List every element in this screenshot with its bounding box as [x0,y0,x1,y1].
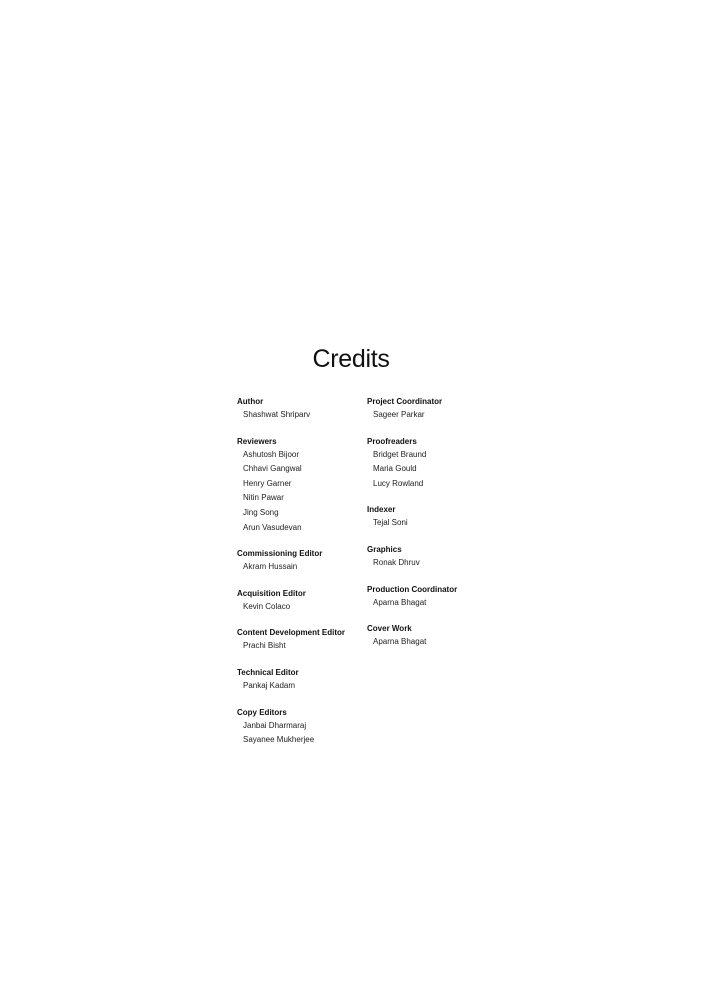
credit-person-name: Kevin Colaco [243,601,291,611]
credit-role-heading: Content Development Editor [237,628,346,638]
credit-person-name: Tejal Soni [373,518,408,528]
credit-person-name: Ashutosh Bijoor [243,449,300,459]
credit-name-list [237,448,365,536]
credit-role-heading: Indexer [367,505,396,515]
credit-role-heading: Graphics [367,544,402,554]
credit-section [367,396,497,423]
credit-section [367,504,497,531]
credit-name-list [237,560,365,575]
credit-role-heading: Project Coordinator [367,397,443,406]
credits-right-column [367,396,497,663]
credit-section [237,396,365,423]
credit-person-name: Bridget Braund [373,449,427,459]
credit-name-list [237,639,365,654]
credit-person-name: Chhavi Gangwal [243,464,302,474]
credit-role-heading: Proofreaders [367,436,417,446]
credit-name-list [367,516,497,531]
credit-section [367,623,497,650]
credit-section [367,436,497,492]
credit-name-list [237,719,365,748]
credit-name-list [367,596,497,611]
credit-role-heading: Acquisition Editor [237,588,306,598]
credit-role-heading: Copy Editors [237,707,287,717]
page-title: Credits [312,344,390,373]
credit-section [237,548,365,575]
credit-role-heading: Production Coordinator [367,584,458,594]
credit-role-heading: Cover Work [367,624,412,634]
credit-person-name: Sayanee Mukherjee [243,735,315,745]
credit-name-list [237,679,365,694]
credit-person-name: Aparna Bhagat [373,637,427,647]
credit-person-name: Prachi Bisht [243,641,286,651]
credit-role-heading: Author [237,397,264,406]
credit-person-name: Sageer Parkar [373,410,425,419]
credit-person-name: Akram Hussain [243,562,298,572]
credit-section [237,707,365,748]
credit-section [237,667,365,694]
credit-section [367,584,497,611]
credit-person-name: Nitin Pawar [243,493,284,503]
credit-section [237,627,365,654]
credit-person-name: Aparna Bhagat [373,597,427,607]
credit-person-name: Arun Vasudevan [243,522,302,532]
credit-person-name: Henry Garner [243,478,292,488]
credit-section [237,588,365,615]
credit-role-heading: Commissioning Editor [237,549,323,559]
credit-role-heading: Technical Editor [237,667,299,677]
credit-person-name: Maria Gould [373,464,417,474]
credit-name-list [367,635,497,650]
credit-section [367,544,497,571]
credit-person-name: Janbai Dharmaraj [243,720,307,730]
credit-name-list [367,448,497,492]
credit-name-list [237,408,365,423]
credit-person-name: Jing Song [243,507,279,517]
credit-name-list [367,556,497,571]
credit-role-heading: Reviewers [237,436,277,446]
credit-person-name: Shashwat Shriparv [243,410,311,419]
credit-section [237,436,365,536]
credit-person-name: Pankaj Kadam [243,680,296,690]
credit-name-list [367,408,497,423]
credit-person-name: Ronak Dhruv [373,557,420,567]
credits-left-column [237,396,365,761]
credit-name-list [237,600,365,615]
credit-person-name: Lucy Rowland [373,478,424,488]
